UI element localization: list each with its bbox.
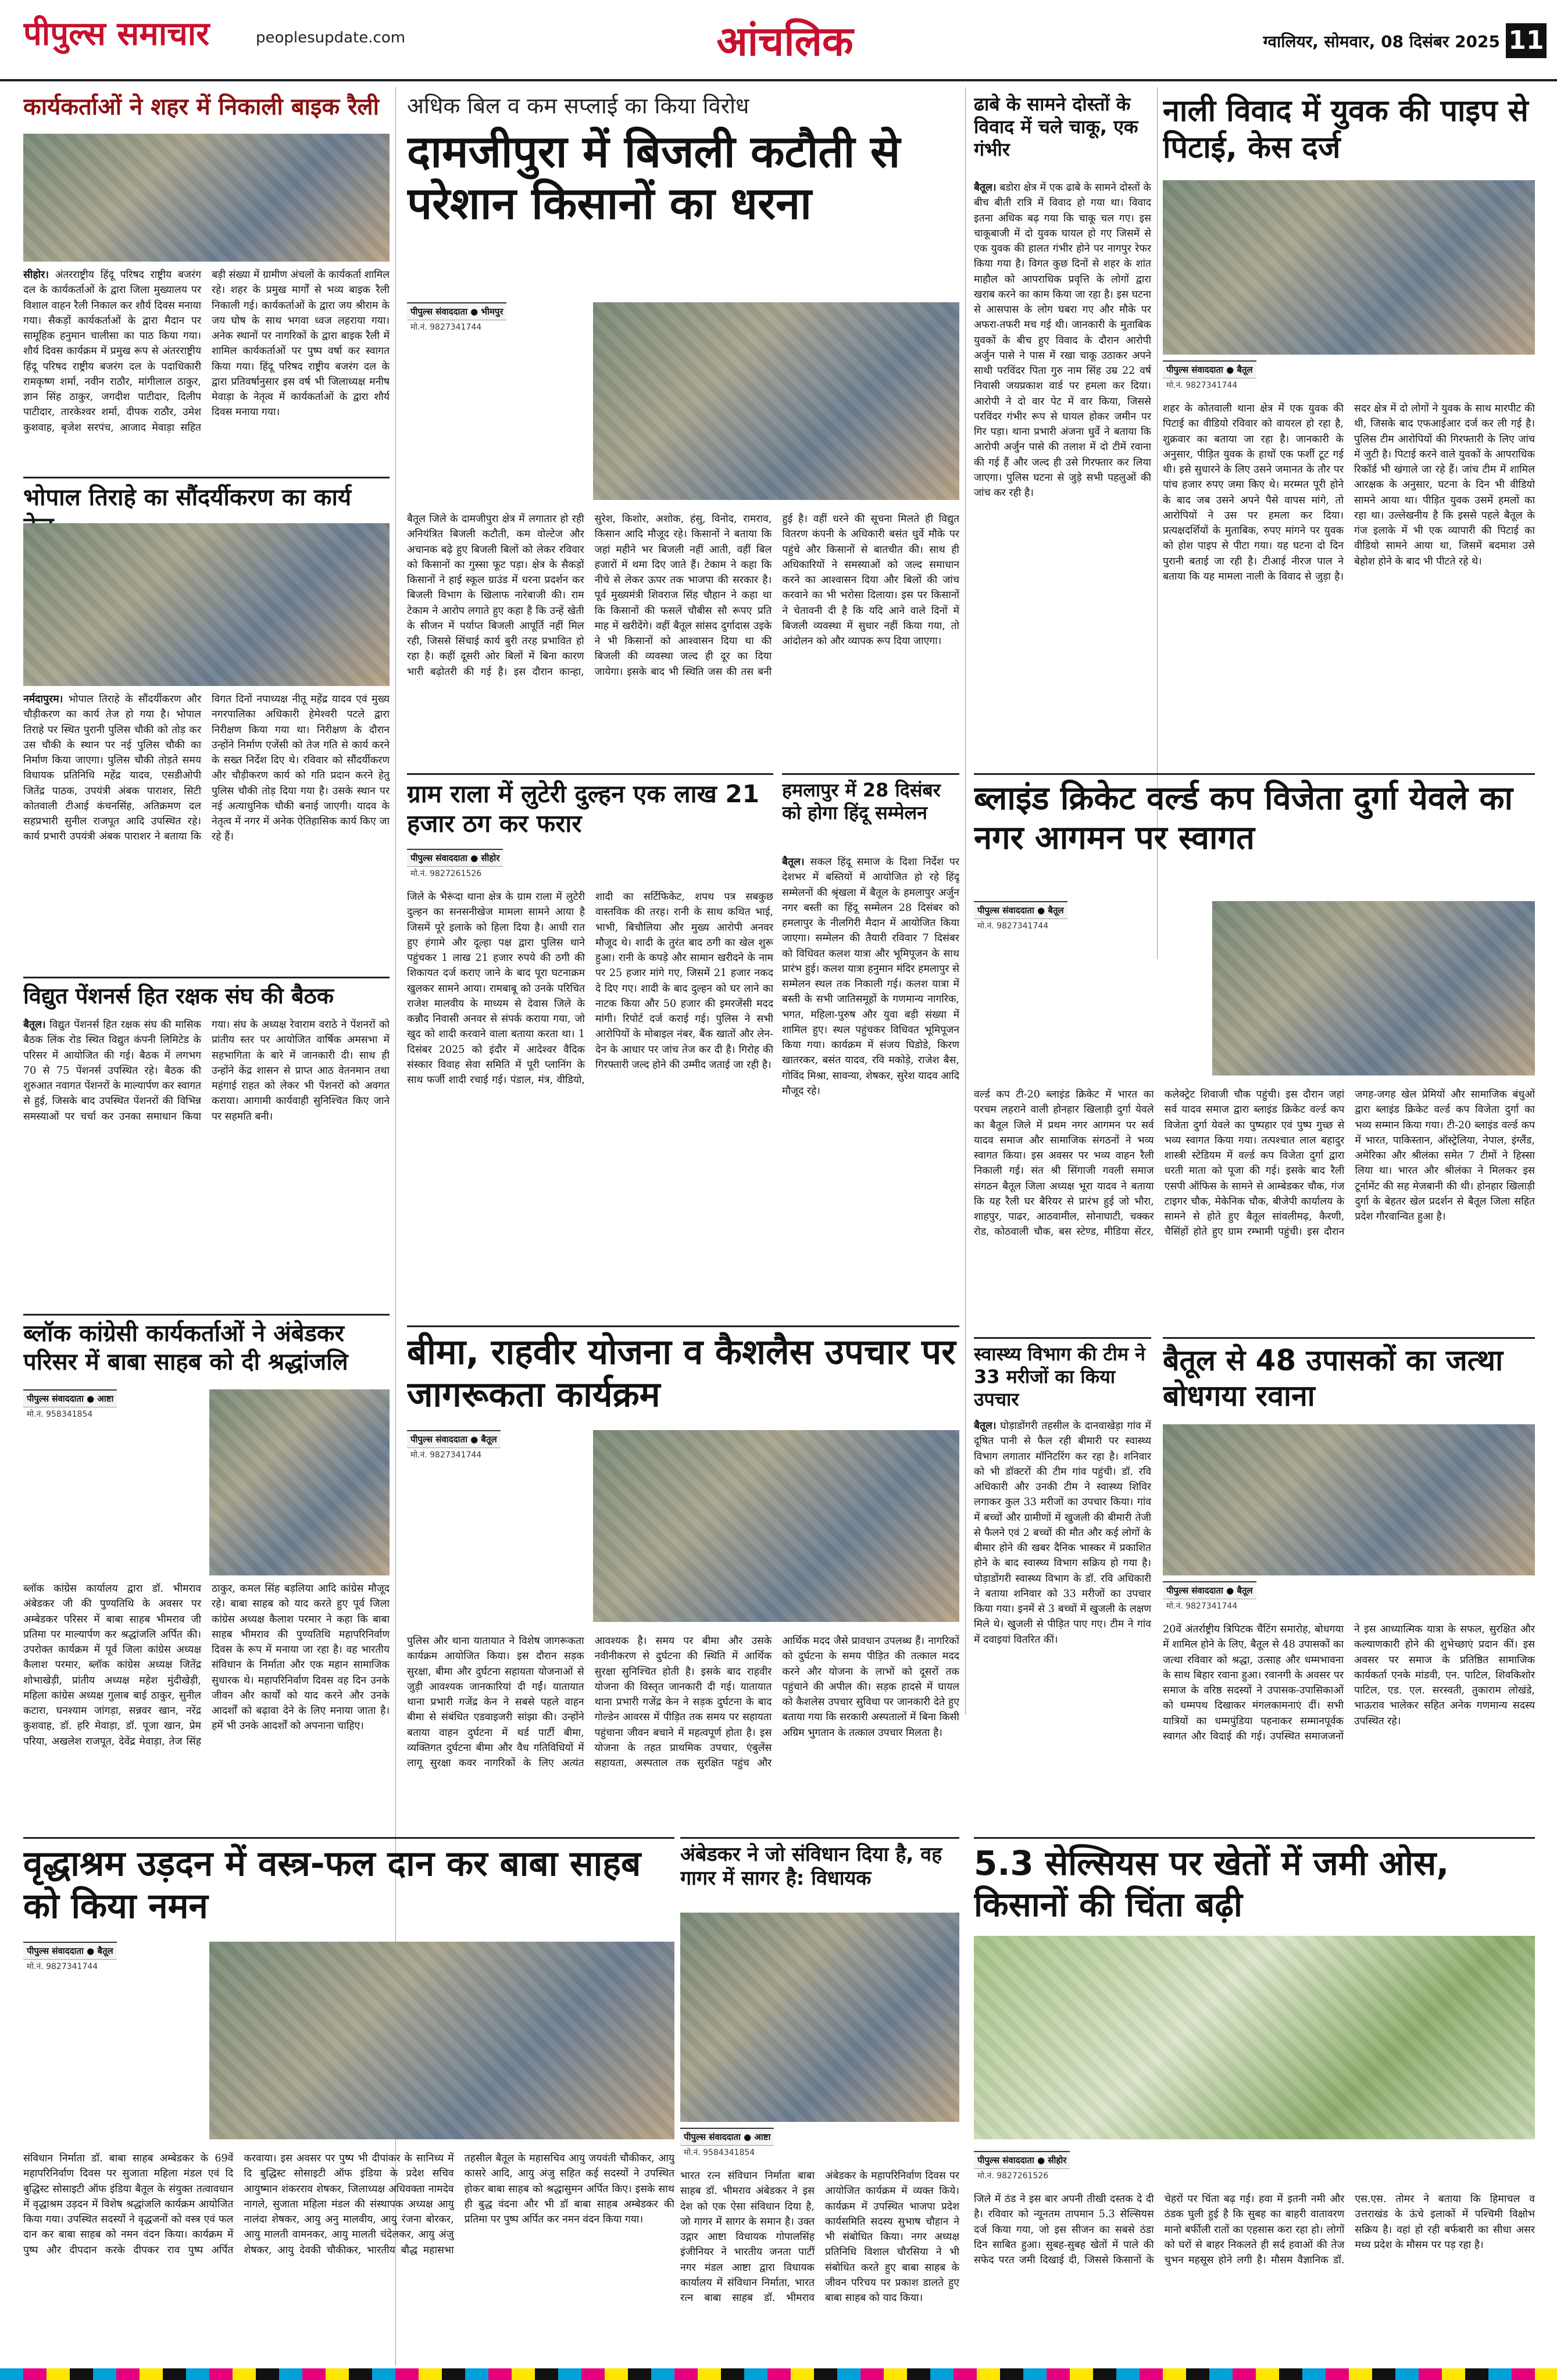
- article-body: बैतूल। सकल हिंदू समाज के दिशा निर्देश पर देशभर में बस्तियों में आयोजित हो रहे हिंदू सम्मेलनों की श्रृंखला में बैतूल के हमलापुर अर्जुन नगर बस्ती का हिंदू सम्मेलन 28 दिसंबर को हमलापुर के नीलगिरी मैदान में आयोजित किया जाएगा। सम्मेलन की तैयारी रविवार 7 दिसंबर को विधिवत कलश यात्रा और भूमिपूजन के साथ प्रारंभ हुई। कलश यात्रा हनुमान मंदिर हमलापुर से सम्मेलन स्थल तक निकाली गई। कलश यात्रा में बस्ती के सभी जातिसमूहों के गणमान्य नागरिक, भगत, महिला-पुरुष और युवा बड़ी संख्या में शामिल हुए। स्थल पहुंचकर विधिवत भूमिपूजन किया गया। कार्यक्रम में संजय घिडोडे, किरण खातरकर, बसंत यादव, रवि मकोड़े, राजेश बैस, गोविंद मिश्रा, सावन्या, शेषकर, सुरेश यादव आदि मौजूद रहे।: [782, 856, 959, 1097]
- divider: [407, 1325, 959, 1327]
- article-body: बैतूल जिले के दामजीपुरा क्षेत्र में लगातार हो रही अनियंत्रित बिजली कटौती, कम वोल्टेज और अचानक बढ़े हुए बिजली बिलों को लेकर रविवार को किसानों का गुस्सा फूट पड़ा। क्षेत्र के सैकड़ों किसानों ने हाई स्कूल ग्राउंड में धरना प्रदर्शन कर बिजली विभाग के खिलाफ नारेबाजी की। राम टेकाम ने आरोप लगाते हुए कहा है कि उन्हें खेती के सीजन में पर्याप्त बिजली आपूर्ति नहीं मिल रही, जिससे सिंचाई कार्य बुरी तरह प्रभावित हो रहा है। कहीं दूसरी ओर बिलों में बिना कारण भारी बढ़ोतरी की गई है। इस दौरान कान्हा, सुरेश, किशोर, अशोक, हंसु, विनोद, रामराव, किसान आदि मौजूद रहे। किसानों ने बताया कि जहां महीने भर बिजली नहीं आती, वहीं बिल हजारों में थमा दिए जाते हैं। टेकाम ने कहा कि नीचे से लेकर ऊपर तक भाजपा की सरकार है। पूर्व मुख्यमंत्री शिवराज सिंह चौहान ने कहा था कि किसानों की फसलें चौबीस सौ रूपए प्रति माह में खरीदेंगे। वहीं बैतूल सांसद दुर्गादास उइके ने भी किसानों को आश्वासन दिया था की बिजली की व्यवस्था जल्द ही दूर का दिया जायेगा। इसके बाद भी स्थिति जस की तस बनी हुई है। वहीं धरने की सूचना मिलते ही विद्युत वितरण कंपनी के अधिकारी बसंत धुर्वे मौके पर पहुंचे और किसानों से बातचीत की। साथ ही अधिकारियों ने समस्याओं को जल्द समाधान करने का आश्वासन दिया और बिलों की जांच करवाने का भी भरोसा दिलाया। इस पर किसानों ने चेतावनी दी है कि यदि आने वाले दिनों में बिजली व्यवस्था में सुधार नहीं किया गया, तो आंदोलन को और व्यापक रूप दिया जाएगा।: [407, 513, 959, 678]
- rally-photo: [23, 134, 390, 262]
- article-bhopal-tiraha: [23, 477, 390, 971]
- page-number: 11: [1506, 23, 1547, 58]
- headline: स्वास्थ्य विभाग की टीम ने 33 मरीजों का किया उपचार: [974, 1343, 1145, 1411]
- article-body: बैतूल। विद्युत पेंशनर्स हित रक्षक संघ की मासिक बैठक लिंक रोड स्थित विद्युत कंपनी लिमिटेड के परिसर में आयोजित की गई। बैठक में लगभग 70 से 75 पेंशनर्स उपस्थित रहे। बैठक की शुरुआत नवागत पेंशनरों के माल्यार्पण कर स्वागत से हुई, जिसके बाद उपस्थित पेंशनरों की विभिन्न समस्याओं पर चर्चा कर उनका समाधान किया गया। संघ के अध्यक्ष रेवाराम वराठे ने पेंशनरों को प्रांतीय स्तर पर आयोजित वार्षिक अमसभा में सहभागिता के बारे में जानकारी दी। साथ ही उन्होंने केंद्र शासन से प्राप्त आठ वेतनमान तथा महंगाई राहत को लेकर भी पेंशनरों को अवगत कराया। आगामी कार्यवाही सुनिश्चित किए जाने पर सहमति बनी।: [23, 1019, 390, 1123]
- divider: [974, 1337, 1151, 1339]
- divider: [23, 1837, 674, 1839]
- article-body: नर्मदापुरम। भोपाल तिराहे के सौंदर्यीकरण और चौड़ीकरण का कार्य तेज हो गया है। भोपाल तिराहे पर स्थित पुरानी पुलिस चौकी को तोड़ कर उस चौकी के स्थान पर नई पुलिस चौकी का निर्माण किया जाएगा। पुलिस चौकी तोड़ते समय विधायक प्रतिनिधि महेंद्र यादव, एसडीओपी जितेंद्र पाठक, उपयंत्री अंबक पाराशर, सिटी कोतवाली टीआई कंचनसिंह, अतिक्रमण दल सहप्रभारी सुनील राजपूत आदि उपस्थित रहे। कार्य प्रभारी उपयंत्री अंबक पाराशर ने बताया कि विगत दिनों नपाध्यक्ष नीतू महेंद्र यादव एवं मुख्य नगरपालिका अधिकारी हेमेश्वरी पटले द्वारा निरीक्षण किया गया था। निरीक्षण के दौरान उन्होंने निर्माण एजेंसी को तेज गति से कार्य करने के सख्त निर्देश दिए थे। रविवार को सौंदर्यीकरण और चौड़ीकरण कार्य को गति प्रदान करने हेतु पुलिस चौकी तोड़ दिया गया है। उसके स्थान पर नई अत्याधुनिक चौकी बनाई जाएगी। यादव के नेतृत्व में नगर में अनेक ऐतिहासिक कार्य किए जा रहे हैं।: [23, 694, 390, 843]
- mobile-number: मो.नं. 9583418​54: [27, 1410, 93, 1419]
- column-rule: [965, 87, 966, 1715]
- article-dhaba-knife: [974, 93, 1151, 762]
- article-body: शहर के कोतवाली थाना क्षेत्र में एक युवक की पिटाई का वीडियो रविवार को वायरल हो रहा है, शुक्रवार का बताया जा रहा है। जानकारी के अनुसार, पीड़ित युवक के हाथों एक फर्शी टूट गई थी। इसे सुधारने के लिए उसने जमानत के तौर पर पांच हजार रुपए जमा किए थे। मरम्मत पूरी होने के बाद जब उसने अपने पैसे वापस मांगे, तो आरोपियों ने उस पर हमला कर दिया। प्रत्यक्षदर्शियों के मुताबिक, रुपए मांगने पर युवक को होश पाइप से पीटा गया। यह घटना दो दिन पुरानी बताई जा रही है। टीआई नीरज पाल ने बताया कि यह मामला नाली के विवाद से जुड़ा है। सदर क्षेत्र में दो लोगों ने युवक के साथ मारपीट की थी, जिसके बाद एफआईआर दर्ज कर ली गई है। पुलिस टीम आरोपियों की गिरफ्तारी के लिए जांच में जुटी है। पिटाई करने वाले युवकों के आपराधिक रिकॉर्ड भी खंगाले जा रहे हैं। जांच टीम में शामिल आरक्षक के अनुसार, घटना के दिन भी वीडियो सामने आया था। पीड़ित युवक उसमें हमलों का रहा था। उल्लेखनीय है कि इससे पहले बैतूल के गंज इलाके में भी एक व्यापारी की पिटाई का वीडियो सामने आया था, जिसमें बदमाश उसे बेहोश होने के बाद भी पीटते रहे थे।: [1163, 403, 1535, 583]
- headline: बीमा, राहवीर योजना व कैशलैस उपचार पर जागरूकता कार्यक्रम: [407, 1332, 956, 1416]
- article-hindu-sammelan: [782, 773, 959, 1320]
- mobile-number: मो.नं. 9827341744: [1166, 1602, 1238, 1611]
- site-url[interactable]: peoplesupdate.com: [256, 29, 406, 47]
- article-body: ब्लॉक कांग्रेस कार्यालय द्वारा डॉ. भीमराव अंबेडकर जी की पुण्यतिथि के अवसर पर अम्बेडकर परिसर में बाबा साहब भीमराव जी प्रतिमा पर माल्यार्पण कर श्रद्धांजलि अर्पित की। उपरोक्त कार्यक्रम में पूर्व जिला कांग्रेस अध्यक्ष कैलाश परमार, ब्लॉक कांग्रेस अध्यक्ष जितेंद्र शोभाखेड़ी, प्रांतीय अध्यक्ष महेश मुंदीखेड़ी, महिला कांग्रेस अध्यक्ष गुलाब बाई ठाकुर, सुनील कटारा, घनश्याम जांगड़ा, सन्नवर खान, नरेंद्र कुशवाह, डॉ. हरि मेवाड़ा, डॉ. पूजा खान, प्रेम परिया, अखलेश राजपूत, देवेंद्र मेवाड़ा, तेज सिंह ठाकुर, कमल सिंह बड़लिया आदि कांग्रेस मौजूद रहे। बाबा साहब को याद करते हुए पूर्व जिला कांग्रेस अध्यक्ष कैलाश परमार ने कहा कि बाबा साहब भीमराव की पुण्यतिथि महापरिनिर्वाण दिवस के रूप में मनाया जा रहा है। वह भारतीय संविधान के निर्माता और एक महान सामाजिक सुधारक थे। महापरिनिर्वाण दिवस वह दिन उनके जीवन और कार्यों को याद करने और उनके आदर्शों को बढ़ावा देने के लिए मनाया जाता है। हमें भी उनके आदर्शों को अपनाना चाहिए।: [23, 1583, 390, 1748]
- awareness-event-photo: [593, 1430, 959, 1622]
- demolition-photo: [23, 523, 390, 686]
- divider: [407, 773, 773, 775]
- mobile-number: मो.नं. 9827341744: [410, 1450, 482, 1460]
- article-body: 20वें अंतर्राष्ट्रीय त्रिपिटक चैंटिंग समारोह, बोधगया में शामिल होने के लिए, बैतूल से 48 उपासकों का जत्था रविवार को श्रद्धा, उत्साह और धम्मभावना के साथ बिहार रवाना हुआ। रवानगी के अवसर पर समाज के वरिष्ठ सदस्यों ने उपासक-उपासिकाओं को धम्मपथ दिखाकर मंगलकामनाएं दीं। सभी यात्रियों का धम्मपुंडिया पहनाकर सम्मानपूर्वक स्वागत और विदाई की गई। उपस्थित समाजजनों ने इस आध्यात्मिक यात्रा के सफल, सुरक्षित और कल्याणकारी होने की शुभेच्छाएं प्रदान कीं। इस अवसर पर समाज के प्रतिष्ठित सामाजिक कार्यकर्ता एनके मांडवी, एन. पाटिल, शिवकिशोर पाटिल, एड. एल. सरस्वती, तुकाराम लोखंडे, भाऊराव भालेकर सहित अनेक गणमान्य सदस्य उपस्थित रहे।: [1163, 1624, 1535, 1742]
- divider: [782, 773, 959, 775]
- headline: भोपाल तिराहे का सौंदर्यीकरण का कार्य: [23, 484, 352, 511]
- brand-logo: पीपुल्स समाचार: [23, 15, 210, 53]
- byline: पीपुल्स संवाददाता ● बैतूल: [1163, 1581, 1256, 1599]
- divider: [23, 1314, 390, 1316]
- article-pensioners: [23, 977, 390, 1302]
- article-body: बैतूल। घोड़ाडोंगरी तहसील के दानवाखेड़ा गांव में दूषित पानी से फैल रही बीमारी पर स्वास्थ्य विभाग लगातार मॉनिटरिंग कर रहा है। शनिवार को भी डॉक्टरों की टीम गांव पहुंची। डॉ. रवि अधिकारी और उनकी टीम ने स्वास्थ्य शिविर लगाकर कुल 33 मरीजों का उपचार किया। गांव में बच्चों और ग्रामीणों में खुजली की बीमारी तेजी से फैलने एवं 2 बच्चों की मौत और कई लोगों के बीमार होने की खबर दैनिक भास्कर में प्रकाशित होने के बाद स्वास्थ्य विभाग सक्रिय हो गया है। घोड़ाडोंगरी स्वास्थ्य विभाग के डॉ. रवि अधिकारी ने बताया शनिवार को 33 मरीजों का उपचार किया गया। इनमें से 3 बच्चों में खुजली के लक्षण मिले थे। खुजली से पीड़ित पाए गए। टीम ने गांव में दवाइयां वितरित कीं।: [974, 1420, 1151, 1646]
- headline: ब्लाइंड क्रिकेट वर्ल्ड कप विजेता दुर्गा येवले का नगर आगमन पर स्वागत: [974, 780, 1513, 857]
- article-old-age-home: [23, 1837, 674, 2360]
- article-bodhgaya: [1163, 1337, 1535, 1825]
- byline: पीपुल्स संवाददाता ● बैतूल: [1163, 360, 1256, 378]
- pilgrims-bus-photo: [1163, 1424, 1535, 1575]
- byline: पीपुल्स संवाददाता ● सीहोर: [407, 849, 503, 867]
- article-body: भारत रत्न संविधान निर्माता बाबा साहब डॉ. भीमराव अंबेडकर ने इस देश को एक ऐसा संविधान दिया है, जो गागर में सागर के समान है। उक्त उद्गार आष्टा विधायक गोपालसिंह इंजीनियर ने भारतीय जनता पार्टी नगर मंडल आष्टा द्वारा विधायक कार्यालय में संविधान निर्माता, भारत रत्न बाबा साहब डॉ. भीमराव अंबेडकर के महापरिनिर्वाण दिवस पर आयोजित कार्यक्रम में व्यक्त किये। कार्यक्रम में उपस्थित भाजपा प्रदेश कार्यसमिति सदस्य सुभाष चौहान ने भी संबोधित किया। नगर अध्यक्ष प्रतिनिधि विशाल चौरसिया ने भी संबोधित करते हुए बाबा साहब के जीवन परिचय पर प्रकाश डालते हुए बाबा साहब को याद किया।: [680, 2170, 959, 2304]
- headline: हमलापुर में 28 दिसंबर को होगा हिंदू सम्मेलन: [782, 779, 941, 824]
- byline: पीपुल्स संवाददाता ● सीहोर: [974, 2151, 1070, 2169]
- old-age-home-photo: [209, 1942, 674, 2139]
- assault-video-still: [1163, 180, 1535, 355]
- color-registration-bar: [0, 2368, 1557, 2380]
- mobile-number: मो.नं. 9584341854: [684, 2148, 755, 2157]
- article-bike-rally: [23, 93, 390, 471]
- byline: पीपुल्स संवाददाता ● बैतूल: [974, 901, 1067, 919]
- headline: अंबेडकर ने जो संविधान दिया है, वह गागर में सागर है: विधायक: [680, 1843, 942, 1891]
- mobile-number: मो.नं. 9827261526: [977, 2171, 1049, 2181]
- mobile-number: मो.नं. 9827341744: [977, 921, 1049, 931]
- mobile-number: मो.नं. 9827341744: [1166, 381, 1238, 390]
- dateline: ग्वालियर, सोमवार, 08 दिसंबर 2025: [1263, 32, 1500, 51]
- article-body: संविधान निर्माता डॉ. बाबा साहब अम्बेडकर के 69वें महापरिनिर्वाण दिवस पर सुजाता महिला मंडल एवं दि बुद्धिस्ट सोसाइटी ऑफ इंडिया बैतूल के संयुक्त तत्वावधान में वृद्धाश्रम उड़दन में विशेष श्रद्धांजलि कार्यक्रम आयोजित किया गया। उपस्थित सदस्यों ने वृद्धजनों को वस्त्र एवं फल दान कर बाबा साहब को नमन वंदन किया। कार्यक्रम में पुष्प और दीपदान करके दीपकर राव पुष्प अर्पित करवाया। इस अवसर पर पुष्प भी दीपांकर के सानिध्य में दि बुद्धिस्ट सोसाइटी ऑफ इंडिया के प्रदेश सचिव आयुष्मान शंकरराव शेषकर, जिलाध्यक्ष अधिवक्ता नामदेव नागले, सुजाता महिला मंडल की संस्थापक अध्यक्ष आयु नालंदा शेषकर, आयु अनु मालवीय, आयु रंजना बोरकर, आयु मालती वामनकर, आयु मालती चंदेलकर, आयु अंजु शेषकर, आयु देवकी चौकीकर, भारतीय बौद्ध महासभा तहसील बैतूल के महासचिव आयु जयवंती चौकीकर, आयु कासरे आदि, आयु अंजु सहित कई सदस्यों ने उपस्थित होकर बाबा साहब को श्रद्धासुमन अर्पित किए। इसके साथ ही बुद्ध वंदना और भी डॉ बाबा साहब अम्बेडकर की प्रतिमा पर पुष्प अर्पित कर नमन वंदन किया गया।: [23, 2153, 674, 2256]
- mobile-number: मो.नं. 9827341744: [27, 1962, 98, 1971]
- frost-leaves-photo: [974, 1936, 1535, 2139]
- headline: कार्यकर्ताओं ने शहर में निकाली बाइक रैली: [23, 94, 380, 120]
- headline: 5.3 सेल्सियस पर खेतों में जमी ओस, किसानों की चिंता बढ़ी: [974, 1843, 1449, 1924]
- mobile-number: मो.नं. 9827341744: [410, 323, 482, 332]
- ambedkar-statue-photo: [209, 1389, 390, 1575]
- article-body: सीहोर। अंतरराष्ट्रीय हिंदू परिषद राष्ट्रीय बजरंग दल के कार्यकर्ताओं के द्वारा जिला मुख्यालय पर विशाल वाहन रैली निकाल कर शौर्य दिवस मनाया गया। सैकड़ों कार्यकर्ताओं के द्वारा मैदान पर सामूहिक हनुमान चालीसा का पाठ किया गया। शौर्य दिवस कार्यक्रम में प्रमुख रूप से अंतरराष्ट्रीय हिंदू परिषद राष्ट्रीय बजरंग दल के पदाधिकारी रामकृष्ण शर्मा, नवीन राठौर, मांगीलाल ठाकुर, ज्ञान सिंह ठाकुर, जगदीश पाटीदार, दिलीप पाटीदार, तारकेश्वर शर्मा, दीपक राठौर, उमेश कुशवाह, बृजेश सरपंच, आजाद मेवाड़ा सहित बड़ी संख्या में ग्रामीण अंचलों के कार्यकर्ता शामिल रहे। शहर के प्रमुख मार्गों से भव्य बाइक रैली निकाली गई। कार्यकर्ताओं के द्वारा जय श्रीराम के जय घोष के साथ भगवा ध्वज लहराया गया। अनेक स्थानों पर नागरिकों के द्वारा बाइक रैली में शामिल कार्यकर्ताओं पर पुष्प वर्षा कर स्वागत किया गया। हिंदू परिषद राष्ट्रीय बजरंग दल के द्वारा प्रतिवर्षानुसार इस वर्ष भी जिलाध्यक्ष मनीष मेवाड़ा के नेतृत्व में कार्यकर्ताओं के द्वारा शौर्य दिवस मनाया गया।: [23, 269, 390, 434]
- article-damjipura-protest: [407, 93, 959, 767]
- divider: [680, 1837, 959, 1839]
- article-cold-frost: [974, 1837, 1535, 2360]
- masthead: [0, 0, 1557, 81]
- headline: बैतूल से 48 उपासकों का जत्था बोधगया रवाना: [1163, 1343, 1504, 1413]
- felicitation-photo: [1212, 901, 1535, 1075]
- article-drain-dispute: [1163, 93, 1535, 762]
- byline: पीपुल्स संवाददाता ● आष्टा: [680, 2128, 774, 2146]
- article-looteri-dulhan: [407, 773, 773, 1320]
- section-title: आंचलिक: [716, 17, 854, 64]
- headline: वृद्धाश्रम उड़दन में वस्त्र-फल दान कर बाबा साहब को किया नमन: [23, 1843, 641, 1927]
- article-health-camp: [974, 1337, 1151, 1825]
- kicker: अधिक बिल व कम सप्लाई का किया विरोध: [407, 93, 749, 119]
- divider: [23, 977, 390, 978]
- headline: ग्राम राला में लुटेरी दुल्हन एक लाख 21 हजार ठग कर फरार: [407, 780, 759, 838]
- byline: पीपुल्स संवाददाता ● बैतूल: [23, 1942, 117, 1960]
- byline: पीपुल्स संवाददाता ● बैतूल: [407, 1430, 501, 1448]
- divider: [974, 773, 1535, 775]
- article-body: जिले में ठंड ने इस बार अपनी तीखी दस्तक दे दी है। रविवार को न्यूनतम तापमान 5.3 सेल्सियस दर्ज किया गया, जो इस सीजन का सबसे ठंडा दिन साबित हुआ। सुबह-सुबह खेतों में पाले की सफेद परत जमी दिखाई दी, जिससे किसानों के चेहरों पर चिंता बढ़ गई। हवा में इतनी नमी और ठंडक घुली हुई है कि सुबह का बाहरी वातावरण मानो बर्फीली रातों का एहसास करा रहा हो। लोगों को घरों से बाहर निकलते ही सर्द हवाओं की तेज चुभन महसूस होने लगी है। मौसम वैज्ञानिक डॉ. एस.एस. तोमर ने बताया कि हिमाचल व उत्तराखंड के ऊंचे इलाकों में पश्चिमी विक्षोभ सक्रिय है। वहां हो रही बर्फबारी का सीधा असर मध्य प्रदेश के मौसम पर पड़ रहा है।: [974, 2193, 1535, 2266]
- mobile-number: मो.नं. 9827261526: [410, 869, 482, 878]
- divider: [1163, 1337, 1535, 1339]
- headline: ढाबे के सामने दोस्तों के विवाद में चले चाकू, एक गंभीर: [974, 93, 1138, 161]
- article-body: जिले के भैरूंदा थाना क्षेत्र के ग्राम राला में लुटेरी दुल्हन का सनसनीखेज मामला सामने आया है जिसमें पूरे इलाके को हिला दिया है। आधी रात हुए हंगामे और दूल्हा पक्ष द्वारा पुलिस थाने पहुंचकर 1 लाख 21 हजार रुपये की ठगी की शिकायत दर्ज कराए जाने के बाद पूरा घटनाक्रम खुलकर सामने आया। रामबाबू को उनके परिचित राजेश मालवीय के माध्यम से देवास जिले के कन्नौद निवासी अनवर से संपर्क कराया गया, जो खुद को शादी करवाने वाला बताया करता था। 1 दिसंबर 2025 को इंदौर में आदेश्वर वैदिक संस्कार विवाह सेवा समिति में पूरी प्लानिंग के साथ फर्जी शादी रचाई गई। पंडाल, मंत्र, वीडियो, शादी का सर्टिफिकेट, शपथ पत्र सबकुछ वास्तविक की तरह। रानी के साथ कथित भाई, भाभी, बिचौलिया और मुख्य आरोपी अनवर मौजूद थे। शादी के तुरंत बाद ठगी का खेल शुरू हुआ। रानी के कपड़े और सामान खरीदने के नाम पर 25 हजार मांगे गए, जिसमें 21 हजार नकद दे दिए गए। शादी के बाद दुल्हन को घर लाने का नाटक किया और 50 हजार की इमरजेंसी मदद मांगी। रिपोर्ट दर्ज कराई गई। पुलिस ने सभी आरोपियों के मोबाइल नंबर, बैंक खातों और लेन-देन के आधार पर जांच तेज कर दी है। गिरोह की गिरफ्तारी जल्द होने की उम्मीद जताई जा रही है।: [407, 891, 773, 1086]
- headline: नाली विवाद में युवक की पाइप से पिटाई, केस दर्ज: [1163, 94, 1529, 166]
- byline: पीपुल्स संवाददाता ● आष्टा: [23, 1389, 117, 1407]
- article-blind-cricket: [974, 773, 1535, 1331]
- headline: दामजीपुरा में बिजली कटौती से परेशान किसानों का धरना: [407, 125, 901, 230]
- headline: विद्युत पेंशनर्स हित रक्षक संघ की बैठक: [23, 983, 334, 1009]
- article-body: वर्ल्ड कप टी-20 ब्लाइंड क्रिकेट में भारत का परचम लहराने वाली होनहार खिलाड़ी दुर्गा येवले का बैतूल जिले में प्रथम नगर आगमन पर सर्व यादव समाज और सामाजिक संगठनों ने भव्य स्वागत किया। इस अवसर पर भव्य वाहन रैली निकाली गई। संत श्री सिंगाजी गवली समाज संगठन बैतूल जिला अध्यक्ष भूरा यादव ने बताया कि यह रैली घर बैरियर से प्रारंभ हुई जो भौरा, शाहपुर, पाढर, आठवामील, सोनाघाटी, चक्कर रोड, कोठवाली चौक, बस स्टेण्ड, मीडिया सेंटर, कलेक्ट्रेट शिवाजी चौक पहुंची। इस दौरान जहां सर्व यादव समाज द्वारा ब्लाइंड क्रिकेट वर्ल्ड कप विजेता दुर्गा येवले का पुष्पहार एवं पुष्प गुच्छ से भव्य स्वागत किया गया। तत्पश्चात लाल बहादुर शास्त्री स्टेडियम में वर्ल्ड कप विजेता दुर्गा द्वारा धरती माता को पूजा की गई। इसके बाद रैली एसपी ऑफिस के सामने से आम्बेडकर चौक, गंज टाइगर चौक, मेकेनिक चौक, बीजेपी कार्यालय के सामने से होते हुए बैतूल सांवलीमढ़, कैरणी, चैसिंहों होते हुए ग्राम रम्भामी पहुंची। इस दौरान जगह-जगह खेल प्रेमियों और सामाजिक बंधुओं द्वारा ब्लाइंड क्रिकेट वर्ल्ड कप विजेता दुर्गा का भव्य सम्मान किया गया। टी-20 ब्लाइंड वर्ल्ड कप में भारत, पाकिस्तान, ऑस्ट्रेलिया, नेपाल, इंग्लैंड, अमेरिका और श्रीलंका समेत 7 टीमों ने हिस्सा लिया था। भारत और श्रीलंका ने मिलकर इस टूर्नामेंट की सह मेजबानी की थी। होनहार खिलाड़ी दुर्गा के बेहतर खेल प्रदर्शन से बैतूल जिला सहित प्रदेश गौरवान्वित हुआ है।: [974, 1089, 1535, 1238]
- divider: [974, 1837, 1535, 1839]
- article-body: बैतूल। बडोरा क्षेत्र में एक ढाबे के सामने दोस्तों के बीच बीती रात्रि में विवाद हो गया था। विवाद इतना अधिक बढ़ गया कि चाकू चल गए। इस चाकूबाजी में दो युवक घायल हो गए जिसमें से एक युवक की हालत गंभीर होने पर नागपुर रेफर किया गया है। विगत कुछ दिनों से शहर के शांत माहौल को आपराधिक प्रवृत्ति के लोगों द्वारा खराब करने का काम किया जा रहा है। इस घटना से आसपास के लोग घबरा गए और मौके पर अफरा-तफरी मच गई थी। जानकारी के मुताबिक युवकों के बीच हुए विवाद के दौरान आरोपी अर्जुन पासे ने पास में रखा चाकू उठाकर अपने साथी परविंदर पिता गुरु नाम सिंह उम्र 22 वर्ष निवासी जयप्रकाश वार्ड पर हमला कर दिया। आरोपी ने दो वार पेट में वार किया, जिससे परविंदर गंभीर रूप से घायल होकर जमीन पर गिर पड़ा। थाना प्रभारी अंजना धुर्वे ने बताया कि आरोपी अर्जुन पासे की तलाश में दो टीमें रवाना की गई हैं और जल्द ही उसे गिरफ्तार कर लिया जाएगा। पुलिस घटना से जुड़े सभी पहलुओं की जांच कर रही है।: [974, 182, 1151, 499]
- article-ambedkar-mla: [680, 1837, 959, 2360]
- headline: ब्लॉक कांग्रेसी कार्यकर्ताओं ने अंबेडकर परिसर में बाबा साहब को दी श्रद्धांजलि: [23, 1320, 348, 1375]
- mla-event-photo: [680, 1913, 959, 2122]
- article-congress-tribute: [23, 1314, 390, 1825]
- protest-photo: [593, 302, 959, 500]
- byline: पीपुल्स संवाददाता ● भीमपुर: [407, 302, 506, 320]
- article-insurance-awareness: [407, 1325, 959, 1825]
- article-body: पुलिस और थाना यातायात ने विशेष जागरूकता कार्यक्रम आयोजित किया। इस दौरान सड़क सुरक्षा, बीमा और दुर्घटना सहायता योजनाओं से जुड़ी आवश्यक जानकारियां दी गईं। यातायात थाना प्रभारी गजेंद्र केन ने सबसे पहले वाहन बीमा से संबंधित एडवाइजरी सांझा की। उन्होंने बताया वाहन दुर्घटना में थर्ड पार्टी बीमा, व्यक्तिगत दुर्घटना बीमा और वैध गतिविधियों में लागू सुरक्षा कवर नागरिकों के लिए अत्यंत आवश्यक है। समय पर बीमा और उसके नवीनीकरण से दुर्घटना की स्थिति में आर्थिक सुरक्षा सुनिश्चित होती है। इसके बाद राहवीर योजना की विस्तृत जानकारी दी गई। यातायात थाना प्रभारी गजेंद्र केन ने सड़क दुर्घटना के बाद गोल्डेन आवरस में पीड़ित तक समय पर सहायता पहुंचाना जीवन बचाने में महत्वपूर्ण होता है। इस योजना के तहत प्राथमिक उपचार, एंबुलेंस सहायता, अस्पताल तक सुरक्षित पहुंच और आर्थिक मदद जैसे प्रावधान उपलब्ध हैं। नागरिकों को दुर्घटना के समय पीड़ित की तत्काल मदद करने और योजना के लाभों को दूसरों तक पहुंचाने की अपील की। सड़क हादसे में घायल को कैशलेस उपचार सुविधा पर जानकारी देते हुए बताया गया कि सरकारी अस्पतालों में बिना किसी अग्रिम भुगतान के तत्काल उपचार मिलता है।: [407, 1635, 959, 1769]
- divider: [23, 477, 390, 478]
